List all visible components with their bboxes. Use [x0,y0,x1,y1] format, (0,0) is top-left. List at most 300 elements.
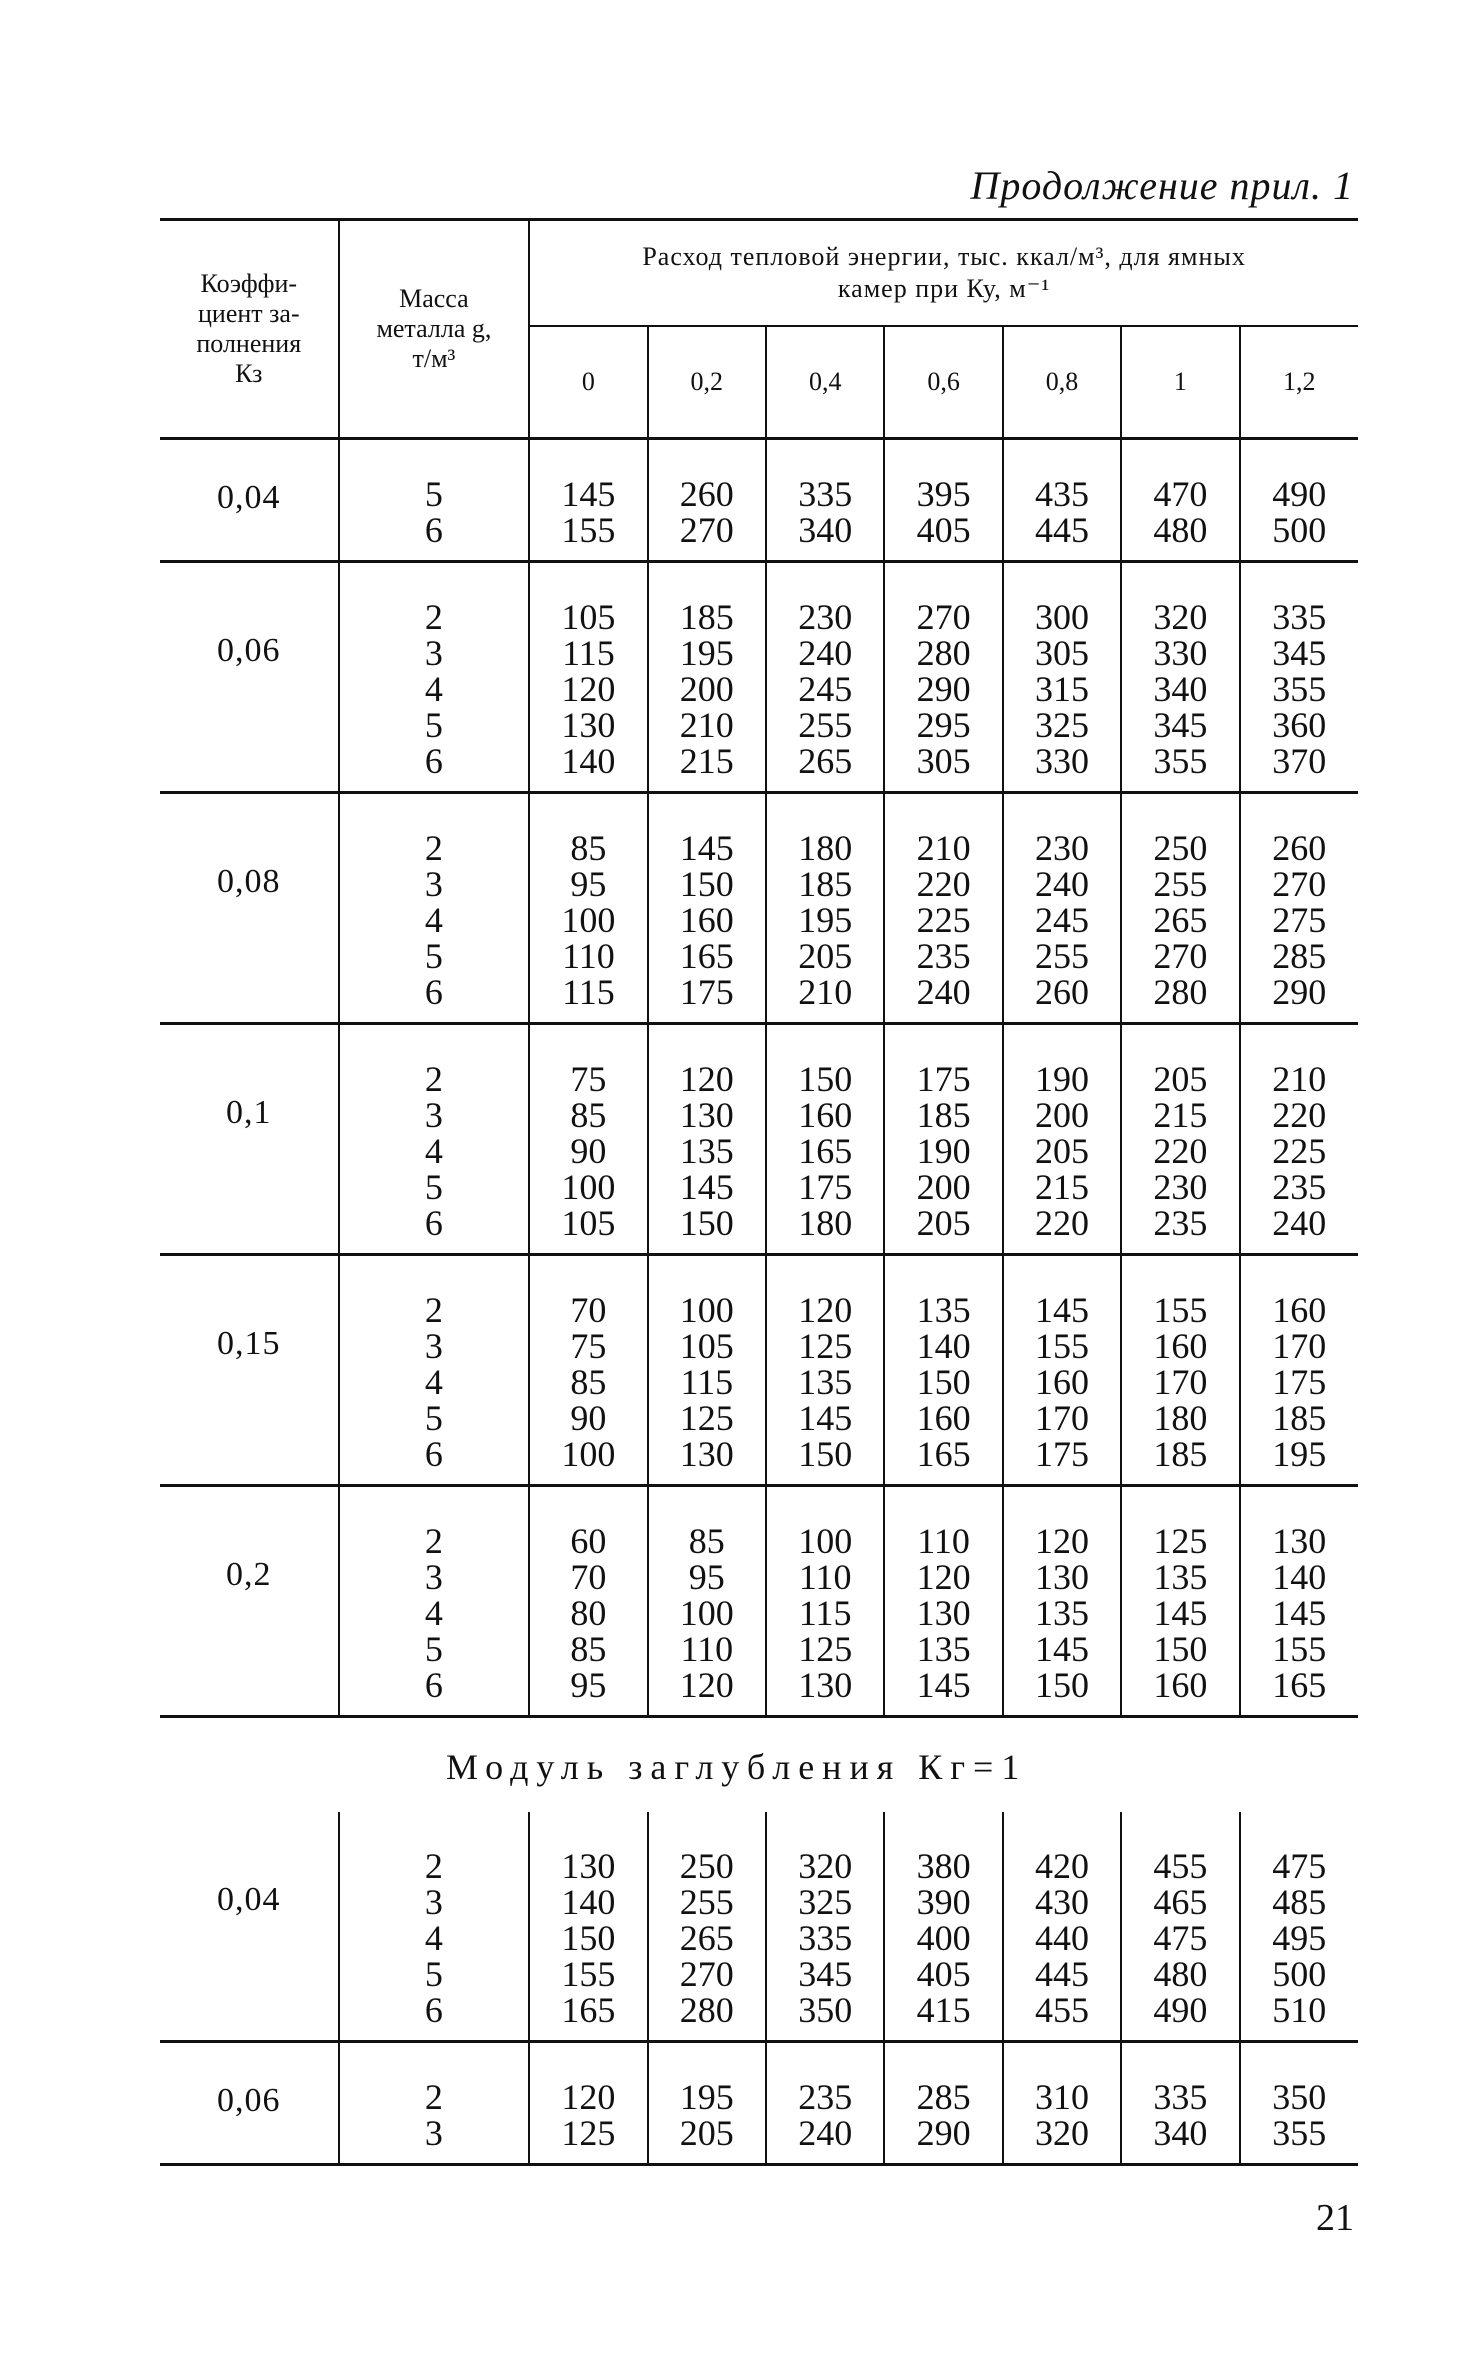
heat-value: 85 [570,1629,607,1669]
heat-value: 120 [679,1059,734,1099]
heat-value: 155 [561,1954,616,1994]
heat-value: 215 [679,741,734,781]
heat-value: 125 [679,1398,734,1438]
heat-value: 85 [570,1362,607,1402]
heat-value-cell [648,439,766,562]
heat-value: 340 [1153,669,1208,709]
heat-value: 105 [561,1203,616,1243]
heat-value: 270 [1153,936,1208,976]
heat-value-cell [529,1812,647,2042]
header-fill-coefficient: Коэффи- циент за- полнения Кз [160,220,339,439]
metal-mass-value: 4 [424,669,443,709]
heat-value: 255 [1153,864,1208,904]
heat-value: 60 [570,1521,607,1561]
heat-value: 220 [1153,1131,1208,1171]
heat-value: 145 [679,828,734,868]
heat-value: 350 [1272,2077,1327,2117]
heat-value: 230 [798,597,853,637]
heat-value: 245 [1034,900,1089,940]
heat-value: 455 [1034,1990,1089,2030]
ku-header-cell: 1,2 [1240,326,1358,439]
metal-mass-value: 6 [424,972,443,1012]
heat-value: 490 [1272,474,1327,514]
heat-value: 120 [1034,1521,1089,1561]
heat-value: 210 [916,828,971,868]
heat-value: 490 [1153,1990,1208,2030]
heat-value: 195 [798,900,853,940]
heat-value: 75 [570,1059,607,1099]
metal-mass-value: 2 [424,597,443,637]
heat-value: 345 [1272,633,1327,673]
heat-value: 215 [1034,1167,1089,1207]
heat-value: 160 [1034,1362,1089,1402]
heat-value: 305 [1034,633,1089,673]
heat-value-cell [884,793,1002,1024]
heat-value: 175 [1272,1362,1327,1402]
heat-consumption-table [160,218,1358,1718]
heat-value: 95 [688,1557,725,1597]
heat-value: 310 [1034,2077,1089,2117]
heat-value: 495 [1272,1918,1327,1958]
heat-value: 355 [1272,2113,1327,2153]
heat-value: 120 [561,2077,616,2117]
metal-mass-cell [339,2042,530,2165]
metal-mass-value: 2 [424,1059,443,1099]
heat-value: 90 [570,1131,607,1171]
heat-value: 75 [570,1326,607,1366]
metal-mass-cell [339,1486,530,1717]
heat-value-cell [648,1812,766,2042]
heat-value: 230 [1153,1167,1208,1207]
fill-coefficient-group [160,1486,1358,1717]
heat-value: 120 [798,1290,853,1330]
heat-value: 465 [1153,1882,1208,1922]
heat-value-cell [1121,562,1239,793]
heat-value: 190 [1034,1059,1089,1099]
heat-value: 200 [679,669,734,709]
metal-mass-value: 2 [424,1846,443,1886]
heat-value: 155 [561,510,616,550]
heat-value: 500 [1272,510,1327,550]
heat-value: 85 [570,828,607,868]
table-row [160,1486,1358,1717]
heat-value: 135 [1153,1557,1208,1597]
heat-value-cell [884,2042,1002,2165]
heat-value: 165 [916,1434,971,1474]
heat-value: 270 [1272,864,1327,904]
heat-value-cell [884,1812,1002,2042]
table-row [160,2042,1358,2165]
heat-value: 155 [1153,1290,1208,1330]
heat-value: 235 [916,936,971,976]
heat-value-cell [529,1024,647,1255]
heat-value-cell [648,1255,766,1486]
heat-value: 170 [1153,1362,1208,1402]
heat-value: 240 [798,2113,853,2153]
heat-value-cell [884,562,1002,793]
heat-value: 360 [1272,705,1327,745]
heat-value-cell [766,1486,884,1717]
heat-value: 335 [798,474,853,514]
heat-value: 205 [679,2113,734,2153]
heat-value: 380 [916,1846,971,1886]
heat-value-cell [529,562,647,793]
heat-value: 350 [798,1990,853,2030]
ku-header-cell: 0 [581,367,595,396]
metal-mass-value: 5 [424,1167,443,1207]
fill-coefficient-value: 0,06 [217,632,281,669]
heat-value: 205 [1153,1059,1208,1099]
heat-value: 240 [1272,1203,1327,1243]
heat-value: 205 [798,936,853,976]
metal-mass-value: 5 [424,474,443,514]
header-heat-consumption: Расход тепловой энергии, тыс. ккал/м³, для ямных камер при Ку, м⁻¹ [529,220,1358,327]
heat-value: 185 [798,864,853,904]
metal-mass-cell [339,439,530,562]
heat-value: 235 [798,2077,853,2117]
heat-value: 220 [1034,1203,1089,1243]
heat-value: 120 [916,1557,971,1597]
heat-value: 195 [1272,1434,1327,1474]
heat-value: 250 [1153,828,1208,868]
heat-value: 405 [916,1954,971,1994]
heat-value: 470 [1153,474,1208,514]
heat-value: 165 [798,1131,853,1171]
heat-value: 260 [1272,828,1327,868]
heat-value: 150 [798,1434,853,1474]
heat-value: 100 [798,1521,853,1561]
heat-value: 160 [679,900,734,940]
table-row [160,1024,1358,1255]
heat-value-cell [648,793,766,1024]
metal-mass-value: 5 [424,1954,443,1994]
heat-value: 285 [1272,936,1327,976]
heat-value: 145 [798,1398,853,1438]
heat-value: 455 [1153,1846,1208,1886]
heat-value: 100 [561,900,616,940]
metal-mass-value: 2 [424,1521,443,1561]
metal-mass-value: 5 [424,1629,443,1669]
heat-value: 130 [561,705,616,745]
heat-value: 130 [1034,1557,1089,1597]
heat-value-cell [884,1255,1002,1486]
ku-header-cell: 0,4 [766,326,884,439]
heat-value: 270 [916,597,971,637]
heat-value: 420 [1034,1846,1089,1886]
heat-value: 145 [1272,1593,1327,1633]
heat-value: 205 [916,1203,971,1243]
heat-value: 200 [1034,1095,1089,1135]
fill-coefficient-value: 0,1 [226,1094,272,1131]
heat-value: 240 [798,633,853,673]
heat-value: 510 [1272,1990,1327,2030]
heat-value: 140 [561,741,616,781]
heat-value-cell [1003,1255,1121,1486]
heat-value: 115 [798,1593,852,1633]
heat-value: 395 [916,474,971,514]
heat-value: 145 [679,1167,734,1207]
heat-value: 160 [1153,1665,1208,1705]
heat-value: 150 [679,864,734,904]
heat-value: 255 [798,705,853,745]
heat-value: 270 [679,510,734,550]
heat-value: 240 [916,972,971,1012]
heat-value-cell [766,1812,884,2042]
continuation-note: Продолжение прил. 1 [970,163,1354,208]
heat-value: 180 [798,1203,853,1243]
heat-value: 170 [1272,1326,1327,1366]
heat-value: 195 [679,2077,734,2117]
ku-header-cell: 1 [1121,326,1239,439]
heat-value: 110 [798,1557,852,1597]
heat-value: 175 [1034,1434,1089,1474]
heat-value: 150 [679,1203,734,1243]
heat-value: 280 [679,1990,734,2030]
heat-value: 255 [679,1882,734,1922]
heat-value: 445 [1034,510,1089,550]
heat-value-cell [1240,793,1358,1024]
heat-value: 325 [798,1882,853,1922]
heat-value: 195 [679,633,734,673]
heat-value: 345 [798,1954,853,1994]
metal-mass-value: 5 [424,1398,443,1438]
heat-value-cell [766,1024,884,1255]
heat-value: 120 [561,669,616,709]
ku-header-cell: 0,2 [648,326,766,439]
heat-value: 345 [1153,705,1208,745]
table-row [160,1255,1358,1486]
fill-coefficient-cell [160,1024,339,1255]
metal-mass-value: 3 [424,633,443,673]
heat-value: 105 [679,1326,734,1366]
heat-value: 320 [1034,2113,1089,2153]
heat-value-cell [648,1024,766,1255]
heat-value: 175 [679,972,734,1012]
heat-value: 130 [916,1593,971,1633]
heat-value-cell [529,2042,647,2165]
heat-value: 210 [679,705,734,745]
metal-mass-value: 2 [424,828,443,868]
heat-value: 150 [561,1918,616,1958]
heat-value: 110 [562,936,615,976]
heat-value: 315 [1034,669,1089,709]
heat-value: 280 [1153,972,1208,1012]
ku-header-cell: 0,8 [1003,326,1121,439]
fill-coefficient-cell [160,793,339,1024]
metal-mass-value: 5 [424,936,443,976]
heat-value-cell [766,562,884,793]
heat-value: 400 [916,1918,971,1958]
fill-coefficient-value: 0,04 [217,479,281,516]
heat-value: 355 [1272,669,1327,709]
heat-value: 135 [679,1131,734,1171]
heat-value: 145 [561,474,616,514]
heat-value: 245 [798,669,853,709]
heat-value: 290 [916,2113,971,2153]
heat-value: 275 [1272,900,1327,940]
heat-value: 290 [916,669,971,709]
fill-coefficient-value: 0,2 [226,1556,272,1593]
section-title: Модуль заглубления Кг=1 [446,1747,1028,1787]
heat-value: 160 [1272,1290,1327,1330]
metal-mass-value: 4 [424,900,443,940]
heat-value: 110 [680,1629,734,1669]
metal-mass-value: 6 [424,1434,443,1474]
heat-value: 480 [1153,1954,1208,1994]
heat-value-cell [1003,2042,1121,2165]
heat-value: 335 [798,1918,853,1958]
heat-value-cell [1003,1486,1121,1717]
heat-value: 160 [798,1095,853,1135]
heat-value: 100 [561,1167,616,1207]
metal-mass-value: 3 [424,1557,443,1597]
heat-value: 185 [679,597,734,637]
fill-coefficient-value: 0,15 [217,1325,281,1362]
heat-value-cell [1240,1486,1358,1717]
metal-mass-cell [339,562,530,793]
heat-value: 165 [561,1990,616,2030]
heat-value: 220 [916,864,971,904]
heat-value: 325 [1034,705,1089,745]
fill-coefficient-group [160,2042,1358,2165]
heat-value: 475 [1153,1918,1208,1958]
heat-value: 190 [916,1131,971,1171]
heat-value: 125 [798,1629,853,1669]
heat-value: 130 [561,1846,616,1886]
heat-value: 305 [916,741,971,781]
heat-value: 165 [1272,1665,1327,1705]
heat-value: 80 [570,1593,607,1633]
heat-value: 180 [1153,1398,1208,1438]
metal-mass-value: 6 [424,1665,443,1705]
heat-value: 85 [570,1095,607,1135]
fill-coefficient-cell [160,2042,339,2165]
heat-value: 85 [688,1521,725,1561]
metal-mass-value: 6 [424,741,443,781]
heat-value: 270 [679,1954,734,1994]
metal-mass-value: 6 [424,510,443,550]
heat-value-cell [1240,1024,1358,1255]
heat-value: 295 [916,705,971,745]
metal-mass-value: 3 [424,2113,443,2153]
fill-coefficient-value: 0,04 [217,1881,281,1918]
heat-value: 125 [1153,1521,1208,1561]
heat-value: 130 [798,1665,853,1705]
heat-consumption-table-kg1 [160,1812,1358,2166]
heat-value: 130 [679,1434,734,1474]
heat-value: 260 [679,474,734,514]
heat-value: 445 [1034,1954,1089,1994]
heat-value: 390 [916,1882,971,1922]
heat-value: 290 [1272,972,1327,1012]
heat-value: 215 [1153,1095,1208,1135]
heat-value: 255 [1034,936,1089,976]
heat-value: 415 [916,1990,971,2030]
heat-value: 135 [916,1629,971,1669]
metal-mass-cell [339,793,530,1024]
metal-mass-value: 2 [424,2077,443,2117]
heat-value: 280 [916,633,971,673]
heat-value: 145 [1034,1290,1089,1330]
heat-value-cell [648,562,766,793]
heat-value: 235 [1272,1167,1327,1207]
metal-mass-value: 6 [424,1203,443,1243]
heat-value: 135 [798,1362,853,1402]
heat-value-cell [529,793,647,1024]
heat-value: 130 [1272,1521,1327,1561]
heat-value: 175 [798,1167,853,1207]
heat-value-cell [884,1486,1002,1717]
heat-value: 110 [917,1521,970,1561]
heat-value-cell [766,1255,884,1486]
heat-value-cell [648,1486,766,1717]
fill-coefficient-cell [160,1812,339,2042]
heat-value: 120 [679,1665,734,1705]
heat-value: 240 [1034,864,1089,904]
heat-value: 185 [1153,1434,1208,1474]
heat-value: 500 [1272,1954,1327,1994]
table-row [160,793,1358,1024]
heat-value: 205 [1034,1131,1089,1171]
heat-value: 150 [1034,1665,1089,1705]
heat-value: 150 [916,1362,971,1402]
heat-value-cell [529,1486,647,1717]
metal-mass-value: 3 [424,1095,443,1135]
heat-value: 155 [1272,1629,1327,1669]
heat-value: 340 [1153,2113,1208,2153]
heat-value: 160 [916,1398,971,1438]
fill-coefficient-cell [160,439,339,562]
metal-mass-value: 4 [424,1362,443,1402]
heat-value-cell [1240,562,1358,793]
heat-value-cell [1121,1255,1239,1486]
metal-mass-cell [339,1812,530,2042]
heat-value-cell [1003,1024,1121,1255]
heat-value: 140 [561,1882,616,1922]
heat-value: 200 [916,1167,971,1207]
page-number: 21 [1316,2197,1354,2239]
heat-value: 135 [1034,1593,1089,1633]
heat-value: 100 [679,1290,734,1330]
fill-coefficient-cell [160,1255,339,1486]
heat-value: 145 [916,1665,971,1705]
ku-header-cell: 0,6 [884,326,1002,439]
heat-value: 140 [916,1326,971,1366]
metal-mass-value: 4 [424,1131,443,1171]
heat-value-cell [1121,439,1239,562]
heat-value: 155 [1034,1326,1089,1366]
heat-value: 165 [679,936,734,976]
heat-value: 285 [916,2077,971,2117]
heat-value: 210 [1272,1059,1327,1099]
heat-value: 235 [1153,1203,1208,1243]
metal-mass-value: 4 [424,1918,443,1958]
header-metal-mass: Масса металла g, т/м³ [339,220,530,439]
heat-value: 115 [680,1362,734,1402]
heat-value-cell [884,1024,1002,1255]
heat-value-cell [1003,793,1121,1024]
table-row [160,439,1358,562]
heat-value-cell [766,2042,884,2165]
heat-value: 125 [798,1326,853,1366]
heat-value: 160 [1153,1326,1208,1366]
heat-value: 140 [1272,1557,1327,1597]
heat-value: 100 [679,1593,734,1633]
heat-value: 330 [1153,633,1208,673]
heat-value: 90 [570,1398,607,1438]
heat-value: 405 [916,510,971,550]
heat-value: 335 [1153,2077,1208,2117]
